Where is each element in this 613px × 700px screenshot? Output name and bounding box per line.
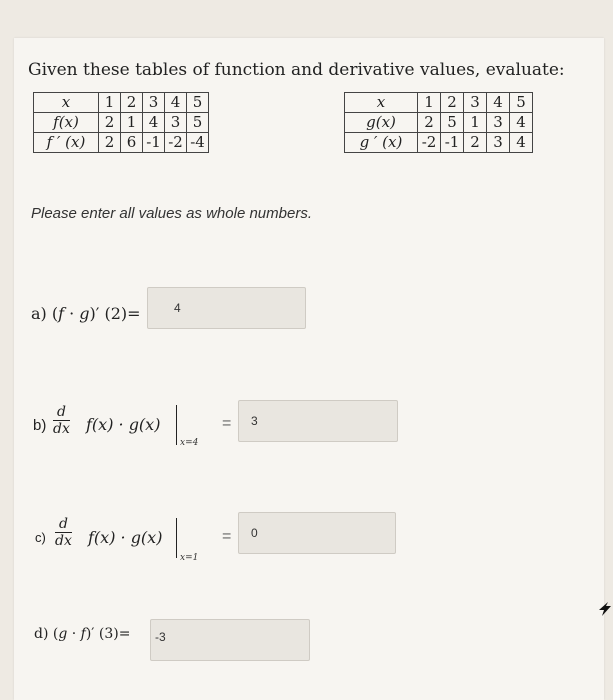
table-cell: 2	[99, 113, 121, 133]
table-cell: 3	[487, 113, 510, 133]
f-values-table	[33, 92, 209, 153]
table-cell: 2	[121, 93, 143, 113]
question-c-eval-point: x=1	[180, 553, 199, 563]
table-cell: 5	[187, 113, 209, 133]
table-cell: -4	[187, 133, 209, 153]
table-cell: 𝑓 ′ (𝑥)	[34, 133, 99, 153]
table-cell: 1	[464, 113, 487, 133]
table-cell: 5	[510, 93, 533, 113]
g-values-table	[344, 92, 533, 153]
question-b-derivative	[53, 404, 70, 437]
table-cell: 𝑔(𝑥)	[345, 113, 418, 133]
question-b-eval-point: x=4	[180, 438, 199, 448]
question-d-label: d) (𝑔 · 𝑓)′ (3)=	[34, 626, 131, 642]
answer-a-value: 4	[174, 301, 181, 315]
deriv-numerator: d	[55, 516, 72, 533]
table-cell: 𝑥	[34, 93, 99, 113]
table-cell: 3	[487, 133, 510, 153]
deriv-denominator: dx	[53, 421, 70, 437]
question-c-derivative	[55, 516, 72, 549]
evaluation-bar	[176, 518, 177, 558]
equals-sign: =	[222, 415, 232, 432]
table-cell: 4	[510, 113, 533, 133]
deriv-denominator: dx	[55, 533, 72, 549]
table-cell: -1	[441, 133, 464, 153]
table-row	[34, 133, 209, 153]
table-cell: -1	[143, 133, 165, 153]
table-cell: 𝑥	[345, 93, 418, 113]
mouse-cursor-icon	[598, 601, 612, 617]
table-cell: 2	[418, 113, 441, 133]
table-cell: 𝑔 ′ (𝑥)	[345, 133, 418, 153]
answer-b-value: 3	[251, 414, 258, 428]
question-c-prefix: c)	[35, 530, 46, 545]
question-b-prefix: b)	[33, 417, 47, 434]
answer-c-input[interactable]	[238, 512, 396, 554]
question-a-label: a) (𝑓 · 𝑔)′ (2)=	[31, 304, 141, 323]
table-cell: 1	[418, 93, 441, 113]
table-cell: -2	[165, 133, 187, 153]
table-row	[345, 93, 533, 113]
table-row	[345, 133, 533, 153]
table-cell: 5	[441, 113, 464, 133]
instructions-text: Please enter all values as whole numbers.	[31, 205, 312, 222]
table-cell: 3	[165, 113, 187, 133]
table-row	[345, 113, 533, 133]
equals-sign: =	[222, 528, 232, 545]
problem-intro: Given these tables of function and derivative values, evaluate:	[28, 60, 565, 80]
table-cell: 4	[165, 93, 187, 113]
answer-b-input[interactable]	[238, 400, 398, 442]
table-cell: 5	[187, 93, 209, 113]
table-cell: 2	[464, 133, 487, 153]
table-cell: 4	[510, 133, 533, 153]
table-cell: 1	[99, 93, 121, 113]
table-row	[34, 93, 209, 113]
table-cell: 4	[487, 93, 510, 113]
answer-d-input[interactable]	[150, 619, 310, 661]
table-cell: 3	[143, 93, 165, 113]
table-cell: 2	[441, 93, 464, 113]
question-c-expression: 𝑓(𝑥) · 𝑔(𝑥)	[88, 528, 163, 547]
answer-a-input[interactable]	[147, 287, 306, 329]
evaluation-bar	[176, 405, 177, 445]
answer-c-value: 0	[251, 526, 258, 540]
table-cell: 1	[121, 113, 143, 133]
table-cell: 6	[121, 133, 143, 153]
table-cell: 𝑓(𝑥)	[34, 113, 99, 133]
table-cell: 4	[143, 113, 165, 133]
table-cell: 2	[99, 133, 121, 153]
table-row	[34, 113, 209, 133]
table-cell: 3	[464, 93, 487, 113]
question-b-expression: 𝑓(𝑥) · 𝑔(𝑥)	[86, 415, 161, 434]
deriv-numerator: d	[53, 404, 70, 421]
answer-d-value: -3	[155, 630, 166, 644]
table-cell: -2	[418, 133, 441, 153]
